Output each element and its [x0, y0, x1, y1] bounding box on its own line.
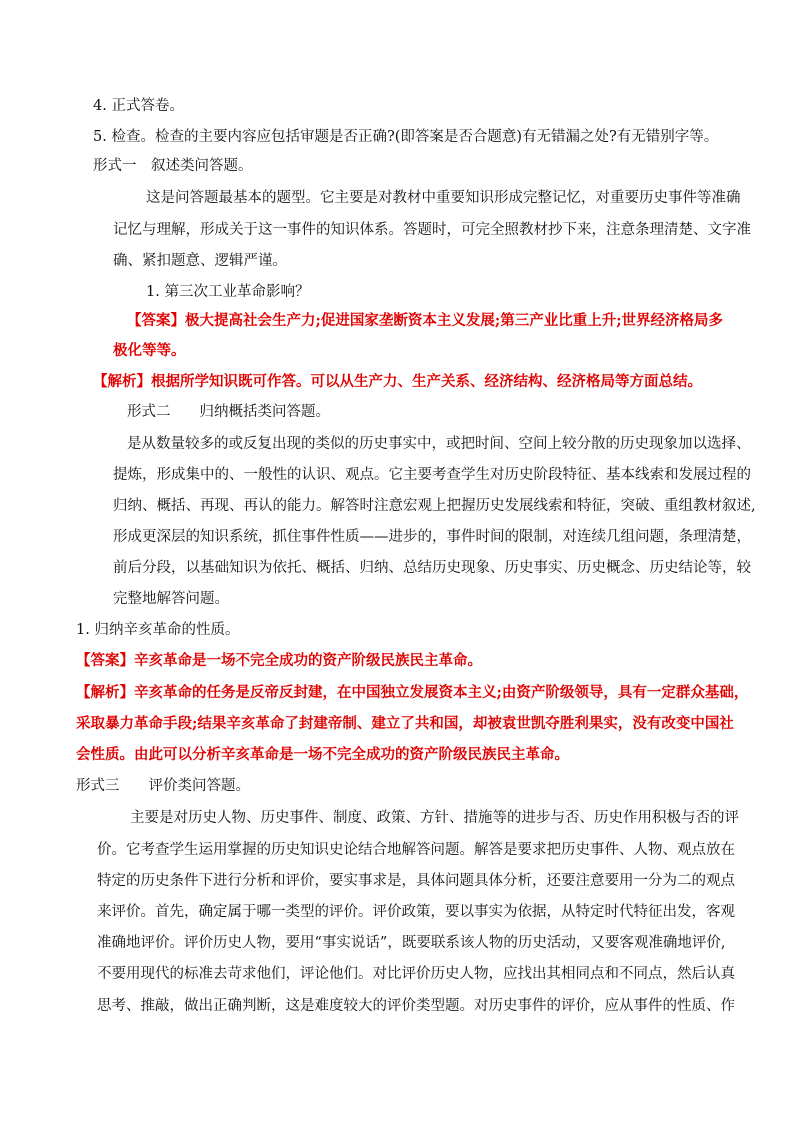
form-3-paragraph-line: 不要用现代的标准去苛求他们，评论他们。对比评价历史人物，应找出其相同点和不同点，然后认真 [97, 966, 735, 982]
explanation-text: 根据所学知识既可作答。可以从生产力、生产关系、经济结构、经济格局等方面总结。 [151, 373, 702, 390]
q2-explanation-line-3: 会性质。由此可以分析辛亥革命是一场不完全成功的资产阶级民族民主革命。 [76, 746, 569, 763]
form-1-paragraph-line: 记忆与理解，形成关于这一事件的知识体系。答题时，可完全照教材抄下来，注意条理清楚、文字准 [113, 222, 751, 238]
explanation-text: 辛亥革命的任务是反帝反封建，在中国独立发展资本主义;由资产阶级领导，具有一定群众基础， [134, 684, 749, 701]
form-2-paragraph-line: 形成更深层的知识系统，抓住事件性质——进步的，事件时间的限制，对连续几组问题，条理清楚， [113, 529, 751, 545]
q1-answer-line [127, 311, 723, 331]
q1-explanation-line [93, 372, 702, 392]
form-2-paragraph-line: 提炼，形成集中的、一般性的认识、观点。它主要考查学生对历史阶段特征、基本线索和发展过程的 [113, 467, 751, 483]
q2-answer-line [76, 651, 482, 671]
form-3-paragraph-line: 价。它考查学生运用掌握的历史知识史论结合地解答问题。解答是要求把历史事件、人物、观点放在 [97, 842, 735, 858]
form-2-paragraph-line: 归纳、概括、再现、再认的能力。解答时注意宏观上把握历史发展线索和特征，突破、重组教材叙述, [113, 498, 756, 514]
form-3-paragraph-line: 主要是对历史人物、历史事件、制度、政策、方针、措施等的进步与否、历史作用积极与否的评 [130, 810, 739, 826]
step-5-line: 5. 检查。检查的主要内容应包括审题是否正确?(即答案是否合题意)有无错漏之处?有无错别字等。 [93, 129, 719, 145]
q2-explanation-line [76, 683, 748, 703]
form-3-paragraph-line: 准确地评价。评价历史人物，要用“事实说话”，既要联系该人物的历史活动，又要客观准确地评价, [97, 935, 726, 951]
form-1-heading: 形式一 叙述类问答题。 [93, 158, 253, 174]
question-2-line: 1. 归纳辛亥革命的性质。 [76, 622, 240, 638]
explanation-tag: 【解析】 [93, 373, 151, 390]
form-3-paragraph-line: 特定的历史条件下进行分析和评价，要实事求是，具体问题具体分析，还要注意要用一分为二的观点 [97, 873, 735, 889]
form-3-heading: 形式三 评价类问答题。 [76, 778, 250, 794]
form-2-heading: 形式二 归纳概括类问答题。 [127, 404, 330, 420]
explanation-tag: 【解析】 [76, 684, 134, 701]
form-2-paragraph-line: 前后分段，以基础知识为依托、概括、归纳、总结历史现象、历史事实、历史概念、历史结论等，较 [113, 560, 751, 576]
q2-explanation-line-2: 采取暴力革命手段;结果辛亥革命了封建帝制、建立了共和国，却被袁世凯夺胜利果实，没有改变中国社 [76, 715, 734, 732]
answer-text: 辛亥革命是一场不完全成功的资产阶级民族民主革命。 [134, 652, 482, 669]
question-1-line: 1. 第三次工业革命影响？ [146, 284, 310, 300]
step-4-line: 4. 正式答卷。 [93, 98, 184, 114]
answer-text: 极大提高社会生产力;促进国家垄断资本主义发展;第三产业比重上升;世界经济格局多 [185, 312, 724, 329]
form-1-paragraph-line: 这是问答题最基本的题型。它主要是对教材中重要知识形成完整记忆，对重要历史事件等准确 [146, 190, 741, 206]
q1-answer-line-2: 极化等等。 [113, 342, 186, 359]
answer-tag: 【答案】 [127, 312, 185, 329]
form-1-paragraph-line: 确、紧扣题意、逻辑严谨。 [113, 253, 287, 269]
answer-tag: 【答案】 [76, 652, 134, 669]
form-2-paragraph-line: 完整地解答问题。 [113, 591, 229, 607]
form-3-paragraph-line: 思考、推敲，做出正确判断，这是难度较大的评价类型题。对历史事件的评价，应从事件的性质、作 [97, 998, 735, 1014]
form-3-paragraph-line: 来评价。首先，确定属于哪一类型的评价。评价政策，要以事实为依据，从特定时代特征出发，客观 [97, 904, 735, 920]
form-2-paragraph-line: 是从数量较多的或反复出现的类似的历史事实中，或把时间、空间上较分散的历史现象加以选择、 [127, 436, 751, 452]
